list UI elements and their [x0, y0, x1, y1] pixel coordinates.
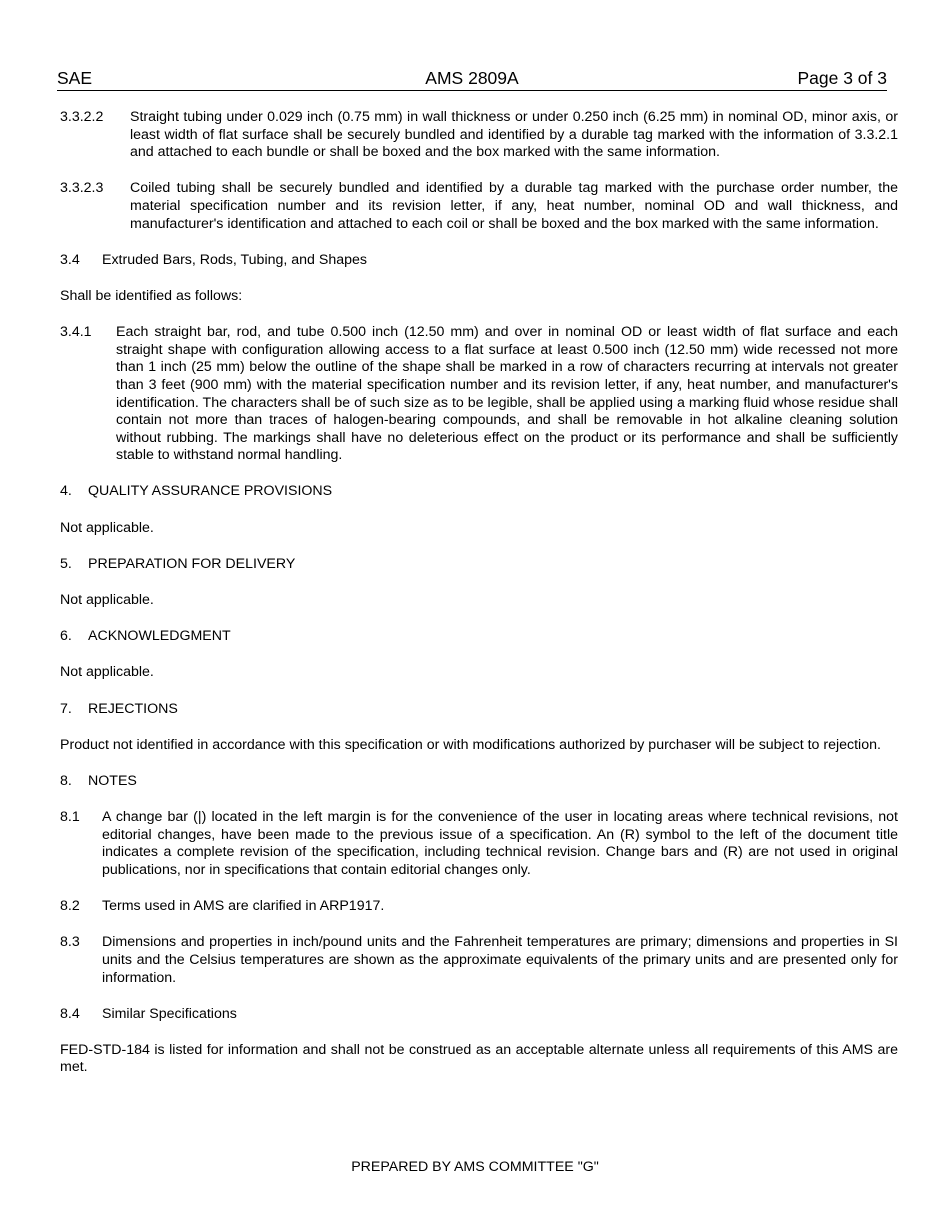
document-body	[60, 109, 898, 1096]
section-text: Terms used in AMS are clarified in ARP1917.	[102, 898, 385, 915]
section-text: A change bar (|) located in the left margin is for the convenience of the user in locating areas where technical revisions, not editorial changes, have been made to the previous issue of a specification. An (R) symbol to the left of the document title indicates a complete revision of the specification, including technical revision. Change bars and (R) are not used in original publications, nor in specifications that contain editorial changes only.	[102, 809, 898, 878]
header-page-number: Page 3 of 3	[797, 68, 887, 88]
header-org: SAE	[57, 68, 93, 88]
section-number: 8.2	[60, 898, 80, 915]
section-number: 3.3.2.3	[60, 180, 104, 197]
section-title: PREPARATION FOR DELIVERY	[88, 555, 296, 572]
section-3-3-2-2	[60, 109, 898, 162]
section-text: Each straight bar, rod, and tube 0.500 inch (12.50 mm) and over in nominal OD or least width of flat surface and each straight shape with configuration allowing access to a flat surface at least 0.500 inch (12.50 mm) wide recessed not more than 1 inch (25 mm) below the outline of the shape shall be marked in a row of characters recurring at intervals not greater than 3 feet (900 mm) with the material specification number and its revision letter, if any, heat number, and manufacturer's identification. The characters shall be of such size as to be legible, shall be applied using a marking fluid whose residue shall contain not more than traces of halogen-bearing compounds, and shall be removable in hot alkaline cleaning solution without rubbing. The markings shall have no deleterious effect on the product or its performance and shall be sufficiently stable to withstand normal handling.	[116, 324, 898, 464]
section-3-3-2-3	[60, 180, 898, 233]
section-8-heading	[60, 773, 898, 791]
section-5-heading	[60, 556, 898, 574]
section-number: 4.	[60, 483, 72, 500]
section-7-heading	[60, 701, 898, 719]
section-title: NOTES	[88, 772, 137, 789]
section-title: REJECTIONS	[88, 700, 178, 717]
section-3-4-1	[60, 324, 898, 465]
section-text: Straight tubing under 0.029 inch (0.75 mm) in wall thickness or under 0.250 inch (6.25 mm) in nominal OD, minor axis, or least width of flat surface shall be securely bundled and identified by a durable tag marked with the information of 3.3.2.1 and attached to each bundle or shall be boxed and the box marked with the same information.	[130, 109, 898, 161]
section-5-body: Not applicable.	[60, 592, 154, 609]
section-3-4-intro: Shall be identified as follows:	[60, 287, 243, 304]
section-number: 7.	[60, 700, 72, 717]
page-header	[57, 67, 887, 91]
section-3-4-heading	[60, 252, 898, 270]
header-doc-number: AMS 2809A	[425, 68, 519, 88]
section-4-body: Not applicable.	[60, 519, 154, 536]
section-8-4-body: FED-STD-184 is listed for information and shall not be construed as an acceptable alternate unless all requirements of this AMS are met.	[60, 1041, 898, 1076]
section-number: 8.4	[60, 1005, 80, 1022]
section-number: 8.1	[60, 809, 80, 826]
section-8-1	[60, 809, 898, 879]
section-number: 3.4.1	[60, 324, 92, 341]
section-number: 8.	[60, 772, 72, 789]
section-number: 3.4	[60, 251, 80, 268]
section-8-3	[60, 934, 898, 987]
section-title: Similar Specifications	[102, 1005, 237, 1022]
section-6-body: Not applicable.	[60, 664, 154, 681]
section-text: Coiled tubing shall be securely bundled and identified by a durable tag marked with the purchase order number, the material specification number and its revision letter, if any, heat number, nominal OD and wall thickness, and manufacturer's identification and attached to each coil or shall be boxed and the box marked with the same information.	[130, 180, 898, 232]
section-title: QUALITY ASSURANCE PROVISIONS	[88, 483, 333, 500]
section-number: 6.	[60, 628, 72, 645]
section-6-heading	[60, 628, 898, 646]
section-number: 3.3.2.2	[60, 109, 104, 125]
section-number: 8.3	[60, 934, 80, 951]
page-footer: PREPARED BY AMS COMMITTEE "G"	[351, 1159, 599, 1175]
section-text: Dimensions and properties in inch/pound units and the Fahrenheit temperatures are primary; dimensions and properties in SI units and the Celsius temperatures are shown as the approximate equivalents of the primary units and are presented only for information.	[102, 934, 898, 986]
section-title: ACKNOWLEDGMENT	[88, 628, 231, 645]
section-8-2	[60, 898, 898, 916]
section-4-heading	[60, 483, 898, 501]
section-8-4-heading	[60, 1006, 898, 1024]
section-7-body: Product not identified in accordance with this specification or with modifications authorized by purchaser will be subject to rejection.	[60, 736, 881, 753]
section-number: 5.	[60, 555, 72, 572]
section-title: Extruded Bars, Rods, Tubing, and Shapes	[102, 251, 367, 268]
